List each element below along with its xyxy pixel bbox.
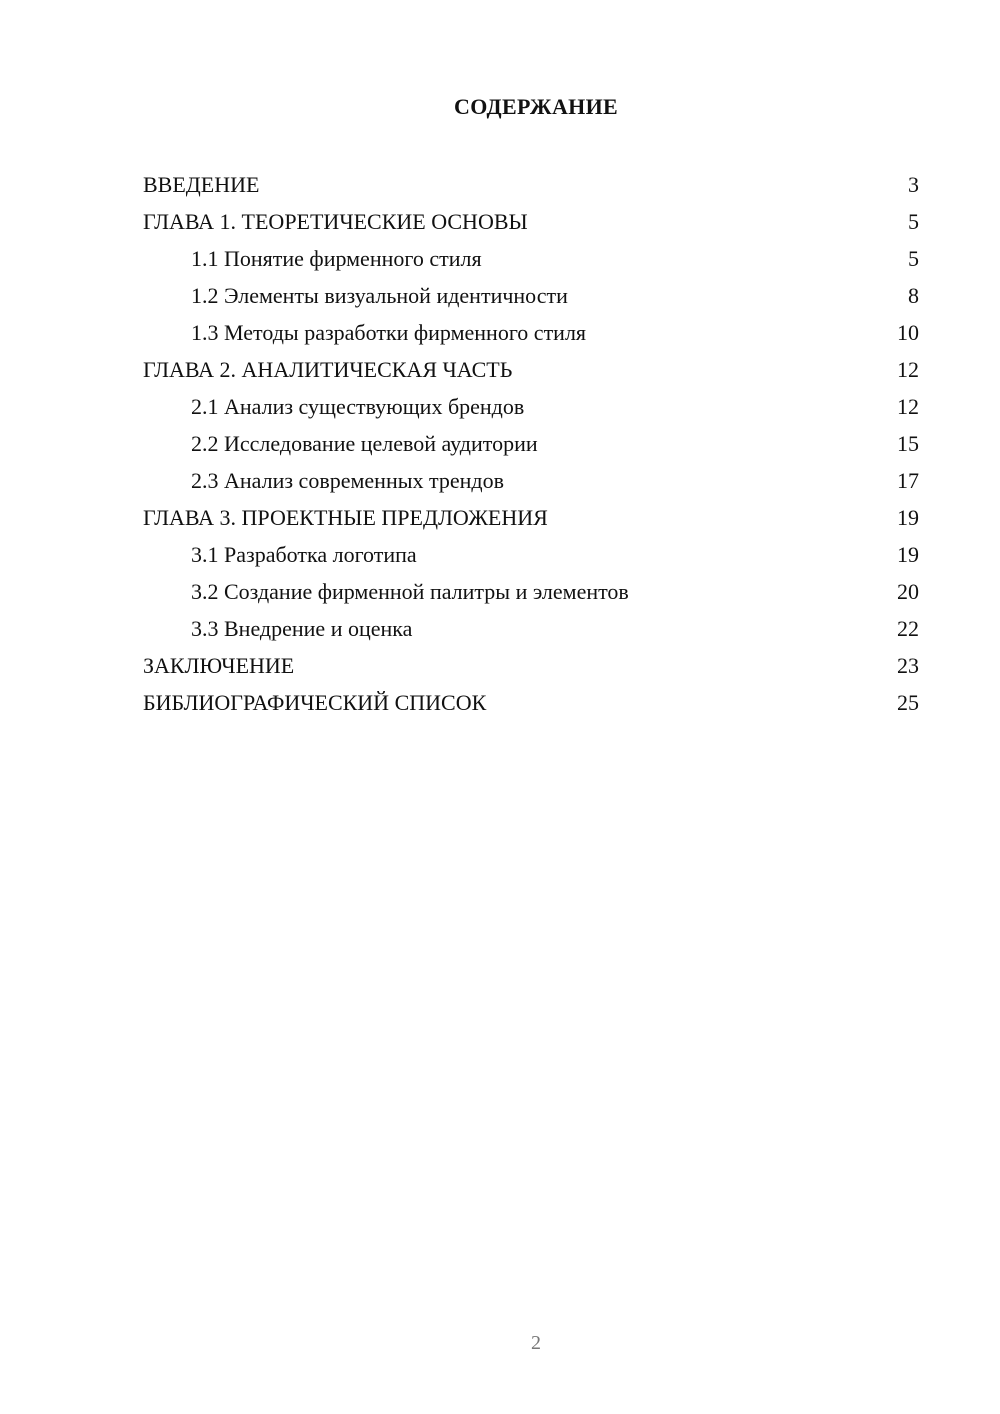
- toc-entry-page-number: 19: [897, 542, 919, 567]
- toc-entry-label: ГЛАВА 1. ТЕОРЕТИЧЕСКИЕ ОСНОВЫ: [143, 209, 528, 234]
- toc-entry-page-number: 5: [908, 246, 919, 271]
- toc-chapter-entry: [143, 647, 919, 684]
- toc-section-entry: [143, 388, 919, 425]
- toc-entry-page-number: 17: [897, 468, 919, 493]
- toc-chapter-entry: [143, 351, 919, 388]
- toc-entry-page-number: 22: [897, 616, 919, 641]
- toc-entry-page-number: 15: [897, 431, 919, 456]
- toc-entry-label: 1.2 Элементы визуальной идентичности: [191, 283, 568, 308]
- toc-entry-page-number: 12: [897, 357, 919, 382]
- toc-section-entry: [143, 240, 919, 277]
- toc-entry-page-number: 20: [897, 579, 919, 604]
- toc-entry-page-number: 8: [908, 283, 919, 308]
- page-number: 2: [531, 1332, 541, 1354]
- toc-chapter-entry: [143, 499, 919, 536]
- toc-entry-label: ГЛАВА 2. АНАЛИТИЧЕСКАЯ ЧАСТЬ: [143, 357, 513, 382]
- toc-chapter-entry: [143, 166, 919, 203]
- toc-section-entry: [143, 573, 919, 610]
- toc-entry-label: 1.1 Понятие фирменного стиля: [191, 246, 482, 271]
- toc-entry-page-number: 5: [908, 209, 919, 234]
- toc-section-entry: [143, 462, 919, 499]
- toc-section-entry: [143, 536, 919, 573]
- toc-entry-label: 2.1 Анализ существующих брендов: [191, 394, 525, 419]
- toc-entry-label: 2.3 Анализ современных трендов: [191, 468, 504, 493]
- toc-entry-label: 3.1 Разработка логотипа: [191, 542, 417, 567]
- toc-entry-label: ЗАКЛЮЧЕНИЕ: [143, 653, 295, 678]
- toc-entry-label: ВВЕДЕНИЕ: [143, 172, 260, 197]
- toc-entry-label: ГЛАВА 3. ПРОЕКТНЫЕ ПРЕДЛОЖЕНИЯ: [143, 505, 548, 530]
- toc-entry-label: 1.3 Методы разработки фирменного стиля: [191, 320, 587, 345]
- toc-entry-label: 2.2 Исследование целевой аудитории: [191, 431, 538, 456]
- toc-section-entry: [143, 610, 919, 647]
- toc-entry-label: БИБЛИОГРАФИЧЕСКИЙ СПИСОК: [143, 690, 487, 715]
- page-title: СОДЕРЖАНИЕ: [454, 94, 618, 119]
- toc-section-entry: [143, 425, 919, 462]
- toc-entry-page-number: 19: [897, 505, 919, 530]
- toc-section-entry: [143, 314, 919, 351]
- table-of-contents: [143, 166, 919, 721]
- toc-entry-label: 3.2 Создание фирменной палитры и элементов: [191, 579, 629, 604]
- toc-entry-page-number: 10: [897, 320, 919, 345]
- toc-entry-page-number: 25: [897, 690, 919, 715]
- toc-chapter-entry: [143, 203, 919, 240]
- toc-entry-page-number: 3: [908, 172, 919, 197]
- toc-entry-page-number: 23: [897, 653, 919, 678]
- toc-chapter-entry: [143, 684, 919, 721]
- toc-entry-page-number: 12: [897, 394, 919, 419]
- toc-section-entry: [143, 277, 919, 314]
- toc-entry-label: 3.3 Внедрение и оценка: [191, 616, 413, 641]
